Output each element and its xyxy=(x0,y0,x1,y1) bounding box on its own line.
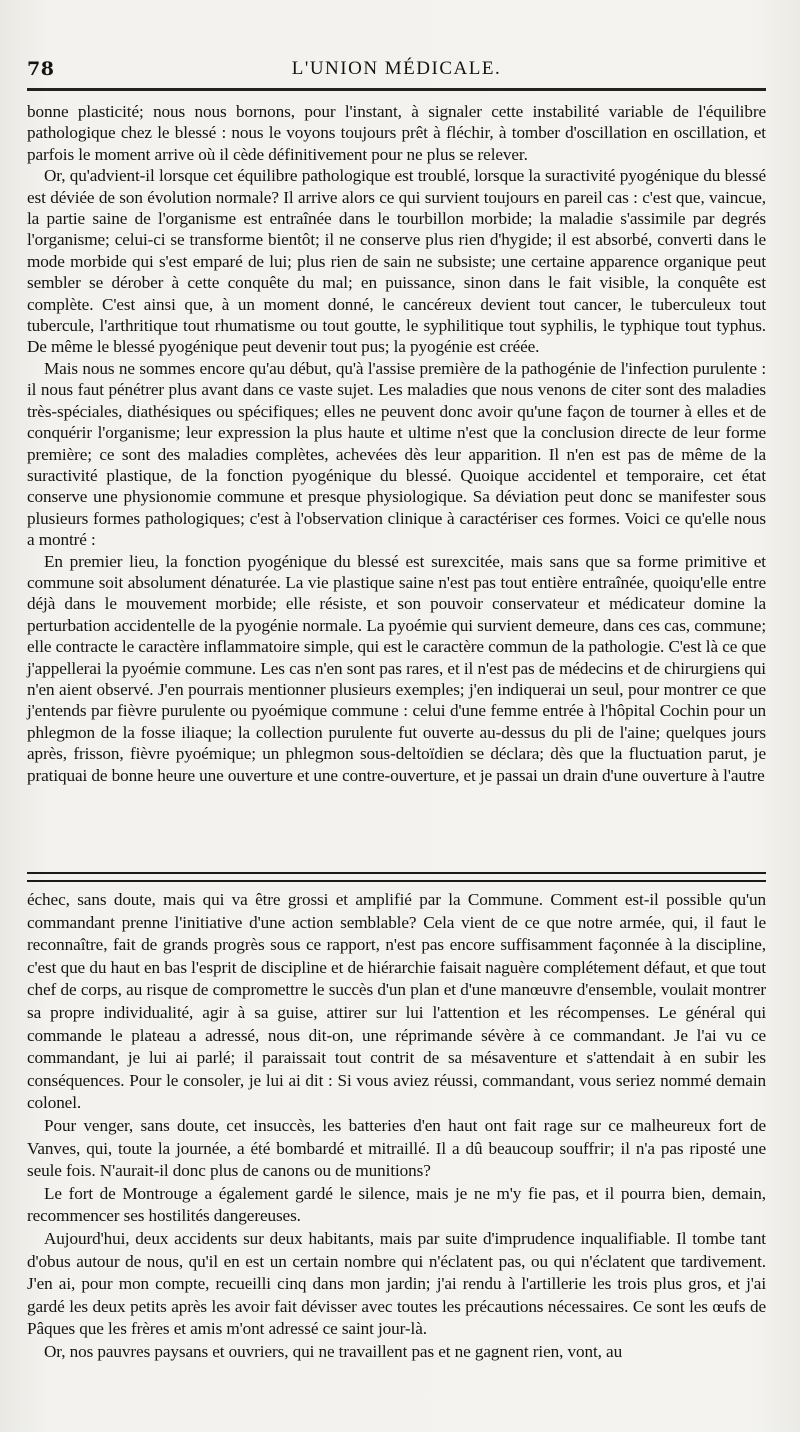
article-paragraph-4: En premier lieu, la fonction pyogénique du blessé est surexcitée, mais sans que sa forme primitive et commune soit absolument dénaturée. La vie plastique saine n'est pas tout entière entraînée, quoiqu'elle entre déjà dans le mouvement morbide; elle résiste, et son pouvoir conservateur et médicateur domine la perturbation accidentelle de la pyogénie normale. La pyoémie qui survient demeure, dans ces cas, commune; elle contracte le caractère inflammatoire simple, qui est le caractère commun de la pathologie. C'est là ce que j'appellerai la pyoémie commune. Les cas n'en sont pas rares, et il n'est pas de médecins et de chirurgiens qui n'en aient observé. J'en pourrais mentionner plusieurs exemples; j'en indiquerai un seul, pour montrer ce que j'entends par fièvre purulente ou pyoémique commune : celui d'une femme entrée à l'hôpital Cochin pour un phlegmon de la fosse iliaque; la collection purulente fut ouverte au-dessus du pli de l'aine; quelques jours après, frisson, fièvre pyoémique; un phlegmon sous-deltoïdien se déclara; dès que la fluctuation parut, je pratiquai de bonne heure une ouverture et une contre-ouverture, et je passai un drain d'une ouverture à l'autre xyxy=(27,551,766,785)
feuilleton-paragraph-2: Pour venger, sans doute, cet insuccès, les batteries d'en haut ont fait rage sur ce malheureux fort de Vanves, qui, toute la journée, a été bombardé et mitraillé. Il a dû beaucoup souffrir; il n'a pas riposté une seule fois. N'aurait-il donc plus de canons ou de munitions? xyxy=(27,1115,766,1181)
feuilleton-paragraph-5: Or, nos pauvres paysans et ouvriers, qui ne travaillent pas et ne gagnent rien, vont, au xyxy=(44,1341,623,1361)
feuilleton-text xyxy=(27,889,766,1363)
header-rule xyxy=(27,88,766,91)
feuilleton-paragraph-3: Le fort de Montrouge a également gardé le silence, mais je ne m'y fie pas, et il pourra bien, demain, recommencer ses hostilités dangereuses. xyxy=(27,1183,766,1226)
feuilleton-paragraph-4: Aujourd'hui, deux accidents sur deux habitants, mais par suite d'imprudence inqualifiable. Il tombe tant d'obus autour de nous, qu'il en est un certain nombre qui n'éclatent pas, ou qui n'éclatent que tardivement. J'en ai, pour mon compte, recueilli cinq dans mon jardin; j'ai rendu à l'artillerie les trois plus gros, et j'ai gardé les deux petits après les avoir fait dévisser avec toutes les précautions nécessaires. Ce sont les œufs de Pâques que les frères et amis m'ont adressé ce saint jour-là. xyxy=(27,1228,766,1339)
page-number: 78 xyxy=(27,58,55,80)
feuilleton-section xyxy=(27,889,766,1363)
article-section xyxy=(27,101,766,786)
feuilleton-paragraph-1: échec, sans doute, mais qui va être grossi et amplifié par la Commune. Comment est-il possible qu'un commandant prenne l'initiative d'une action semblable? Cela vient de ce que notre armée, qui, il faut le reconnaître, fait de grands progrès sous ce rapport, n'est pas encore suffisamment façonnée à la discipline, c'est que du haut en bas l'esprit de discipline et de hiérarchie faisait naguère complétement défaut, et que tout chef de corps, au risque de compromettre le succès d'un plan et d'une manœuvre d'ensemble, voulait montrer sa propre individualité, agir à sa guise, attirer sur lui l'attention et les récompenses. Le général qui commande le plateau a adressé, nous dit-on, une réprimande sévère à ce commandant. Je l'ai vu ce commandant, je lui ai parlé; il paraissait tout contrit de sa mésaventure et s'attendait à en subir les conséquences. Pour le consoler, je lui ai dit : Si vous aviez réussi, commandant, vous seriez nommé demain colonel. xyxy=(27,890,766,1113)
running-header xyxy=(27,0,766,108)
article-paragraph-3: Mais nous ne sommes encore qu'au début, qu'à l'assise première de la pathogénie de l'infection purulente : il nous faut pénétrer plus avant dans ce vaste sujet. Les maladies que nous venons de citer sont des maladies très-spéciales, diathésiques ou spécifiques; elles ne peuvent donc avoir qu'une façon de tourner à elles et de conquérir l'organisme; leur expression la plus haute et ultime n'est que la conclusion directe de leur forme première; ce sont des maladies complètes, achevées dès leur apparition. Il n'en est pas de même de la suractivité plastique, de la fonction pyogénique du blessé. Quoique accidentel et temporaire, cet état conserve une physionomie commune et presque physiologique. Sa déviation peut donc se manifester sous plusieurs formes pathologiques; c'est à l'observation clinique à caractériser ces formes. Voici ce qu'elle nous a montré : xyxy=(27,358,766,550)
article-text xyxy=(27,101,766,786)
running-title: L'UNION MÉDICALE. xyxy=(291,58,502,79)
article-paragraph-2: Or, qu'advient-il lorsque cet équilibre pathologique est troublé, lorsque la suractivité pyogénique du blessé est déviée de son évolution normale? Il arrive alors ce qui survient toujours en pareil cas : c'est que, vaincue, la partie saine de l'organisme est entraînée dans le tourbillon morbide; la maladie s'assimile par degrés l'organisme; celui-ci se transforme bientôt; il ne conserve plus rien d'hygide; il est absorbé, converti dans le mode morbide qui s'est emparé de lui; plus rien de sain ne subsiste; une certaine apparence organique peut sembler se dérober à cette conquête du mal; en puissance, sinon dans le fait visible, la conquête est complète. C'est ainsi que, à un moment donné, le cancéreux devient tout cancer, le tuberculeux tout tubercule, l'arthritique tout rhumatisme ou tout goutte, le syphilitique tout syphilis, le typhique tout typhus. De même le blessé pyogénique peut devenir tout pus; la pyogénie est créée. xyxy=(27,166,766,357)
feuilleton-separator xyxy=(27,872,766,882)
article-paragraph-1: bonne plasticité; nous nous bornons, pour l'instant, à signaler cette instabilité variable de l'équilibre pathologique chez le blessé : nous le voyons toujours prêt à fléchir, à tomber d'oscillation en oscillation, et parfois le moment arrive où il cède définitivement pour ne plus se relever. xyxy=(27,102,766,164)
